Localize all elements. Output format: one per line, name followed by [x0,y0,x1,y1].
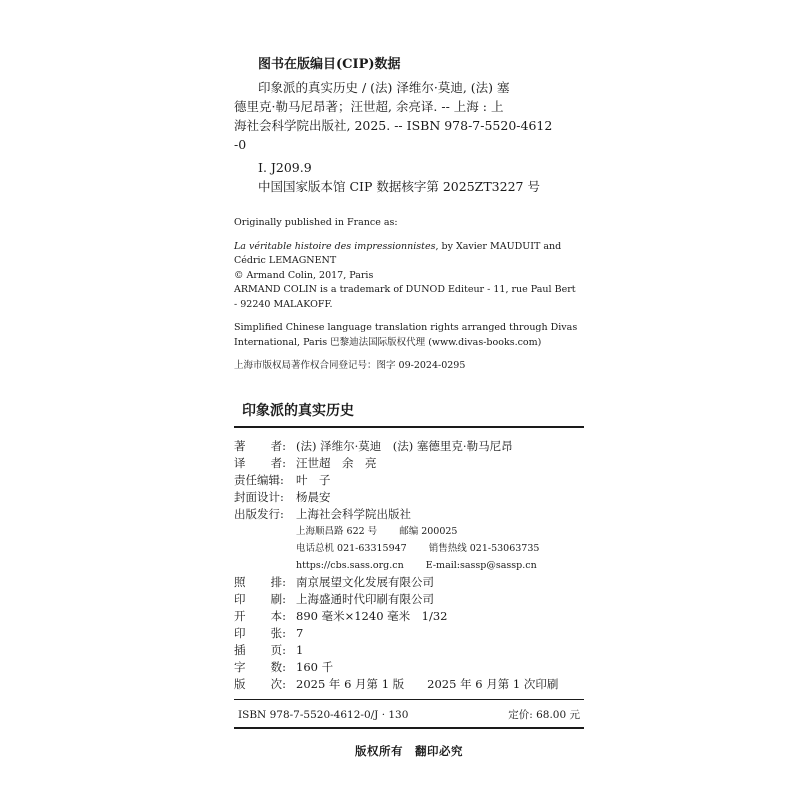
publisher-phone: 电话总机 021-63315947 销售热线 021-53063735 [296,542,540,554]
cip-library-record: 中国国家版本馆 CIP 数据核字第 2025ZT3227 号 [258,179,540,194]
original-copyright: © Armand Colin, 2017, Paris [234,269,374,281]
bottom-rule [234,727,584,729]
authors-row: 著 者: (法) 泽维尔·莫迪 (法) 塞德里克·勒马尼昂 [234,438,584,455]
typeset-value: 南京展望文化发展有限公司 [296,574,434,589]
isbn: ISBN 978-7-5520-4612-0/J · 130 [238,709,409,722]
cip-classification: Ⅰ. J209.9 [258,160,312,175]
translators-row: 译 者: 汪世超 余 亮 [234,455,584,472]
translation-rights-1: Simplified Chinese language translation rights arranged through Divas [234,322,578,333]
cip-block [234,56,594,196]
format-row: 开 本: 890 毫米×1240 毫米 1/32 [234,608,584,625]
price: 定价: 68.00 元 [508,709,580,722]
word-count-value: 160 千 [296,659,334,674]
original-publication-block [234,216,594,374]
cip-line-2: 德里克·勒马尼昂著；汪世超, 余亮译. -- 上海 : 上 [234,99,504,114]
middle-rule [234,699,584,701]
format-value: 890 毫米×1240 毫米 1/32 [296,608,448,623]
translation-rights-2: International, Paris 巴黎迪法国际版权代理 (www.divas-books.com) [234,336,542,348]
plates-value: 1 [296,642,304,657]
original-trademark-2: - 92240 MALAKOFF. [234,298,333,310]
editor-value: 叶 子 [296,472,331,487]
publisher-web: https://cbs.sass.org.cn E-mail:sassp@sassp.cn [296,559,537,571]
printer-row: 印 刷: 上海盛通时代印刷有限公司 [234,591,584,608]
original-title-line [234,240,594,255]
plates-row: 插 页: 1 [234,642,584,659]
word-count-row: 字 数: 160 千 [234,659,584,676]
book-details [234,438,584,693]
printer-value: 上海盛通时代印刷有限公司 [296,591,434,606]
cip-line-3: 海社会科学院出版社, 2025. -- ISBN 978-7-5520-4612 [234,118,553,133]
cover-design-row: 封面设计: 杨晨安 [234,489,584,506]
sheets-row: 印 张: 7 [234,625,584,642]
original-authors: Cédric LEMAGNENT [234,255,337,266]
edition-value: 2025 年 6 月第 1 版 2025 年 6 月第 1 次印刷 [296,676,559,691]
sheets-value: 7 [296,625,304,640]
original-intro: Originally published in France as: [234,217,398,228]
cip-line-4: -0 [234,137,247,152]
translators-value: 汪世超 余 亮 [296,455,377,470]
publisher-value: 上海社会科学院出版社 [296,506,411,521]
all-rights-reserved: 版权所有 翻印必究 [355,743,463,758]
book-title: 印象派的真实历史 [242,403,354,419]
top-rule [234,426,584,428]
original-title: La véritable histoire des impressionnistes [234,240,436,252]
typeset-row: 照 排: 南京展望文化发展有限公司 [234,574,584,591]
copyright-registration: 上海市版权局著作权合同登记号：图字 09-2024-0295 [234,360,466,371]
edition-row: 版 次: 2025 年 6 月第 1 版 2025 年 6 月第 1 次印刷 [234,676,584,693]
cover-design-value: 杨晨安 [296,489,331,504]
isbn-row [234,705,584,725]
authors-value: (法) 泽维尔·莫迪 (法) 塞德里克·勒马尼昂 [296,438,513,453]
original-title-rest: , by Xavier MAUDUIT and [435,240,562,252]
editor-row: 责任编辑: 叶 子 [234,472,584,489]
cip-line-1: 印象派的真实历史 / (法) 泽维尔·莫迪, (法) 塞 [258,80,510,95]
original-trademark-1: ARMAND COLIN is a trademark of DUNOD Editeur - 11, rue Paul Bert [234,284,576,295]
book-info-block [234,400,584,759]
publisher-row: 出版发行: 上海社会科学院出版社 [234,506,584,523]
publisher-address: 上海顺昌路 622 号 邮编 200025 [296,525,458,537]
cip-heading: 图书在版编目(CIP)数据 [258,57,401,72]
